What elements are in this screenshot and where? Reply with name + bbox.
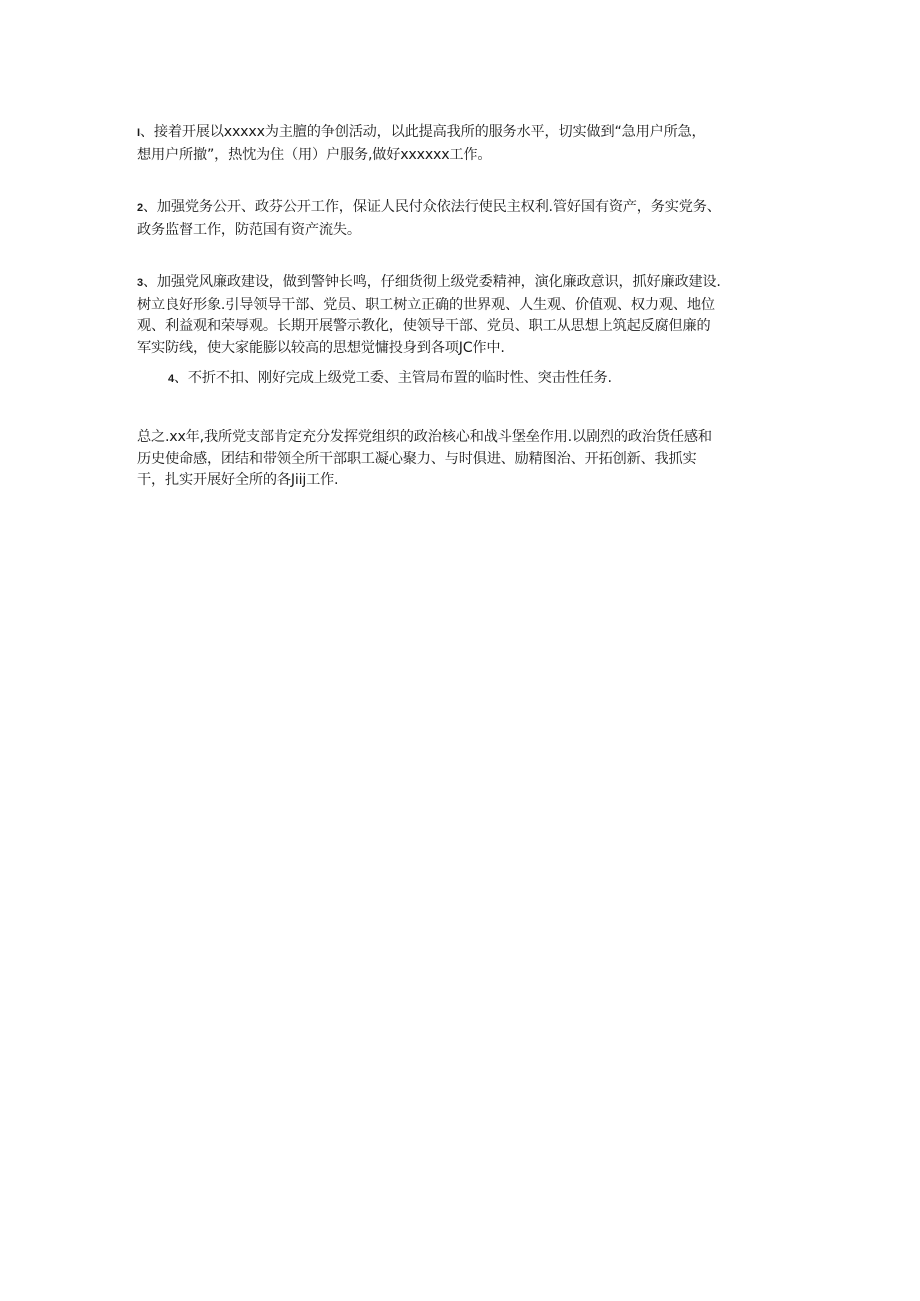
paragraph-3-line-1 [137,272,787,295]
paragraph-3-line-3: 观、利益观和荣辱观。长期开展警示教化，使领导干部、党员、职工从思想上筑起反腐但廉的 [137,318,711,334]
paragraph-1-text-1: 、接着开展以xxxxx为主膻的争创活动，以此提高我所的服务水平，切实做到“急用户所急， [139,124,706,140]
paragraph-1-line-1 [137,122,787,145]
summary-line-2: 历史使命感，团结和带领全所干部职工凝心聚力、与时俱进、励精图治、开拓创新、我抓实 [137,450,697,467]
paragraph-3-line-4: 军实防线，使大家能膨以较高的思想觉慵投身到各项JC作中. [137,339,505,356]
paragraph-4-line-1 [168,368,818,391]
paragraph-4-text-1: 、不折不扣、刚好完成上级党工委、主管局布置的临时性、突击性任务. [173,370,612,386]
paragraph-4-number: 4 [168,373,174,385]
paragraph-3-number: 3 [137,277,143,289]
paragraph-2-line-2: 政务监督工作，防范国有资产流失。 [137,221,361,238]
paragraph-3-text-1: 、加强党风廉政建设，做到警钟长鸣，仔细货彻上级党委精神，演化廉政意识，抓好廉政建设. [142,274,721,290]
paragraph-1 [137,122,787,166]
paragraph-2-text-1: 、加强党务公开、政芬公开工作，保证人民付众依法行使民主权利.管好国有资产，务实党务、 [142,199,721,215]
paragraph-2 [137,197,787,241]
paragraph-2-line-1 [137,197,787,220]
paragraph-1-line-2: 想用户所撤”，热忱为住（用）户服务,做好xxxxxx工作。 [137,146,492,163]
paragraph-3-line-2: 树立良好形象.引导领导干部、党员、职工树立正确的世界观、人生观、价值观、权力观、地位 [137,296,715,313]
paragraph-2-number: 2 [137,202,143,214]
paragraph-1-number: I [137,127,140,139]
summary-line-3: 干，扎实开展好全所的各Jiij工作. [137,472,339,488]
paragraph-4 [168,368,818,391]
paragraph-3 [137,272,787,359]
summary-line-1: 总之.xx年,我所党支部肯定充分发挥党组织的政治核心和战斗堡垒作用.以剧烈的政治货任感和 [137,429,712,445]
summary-paragraph [137,427,787,492]
